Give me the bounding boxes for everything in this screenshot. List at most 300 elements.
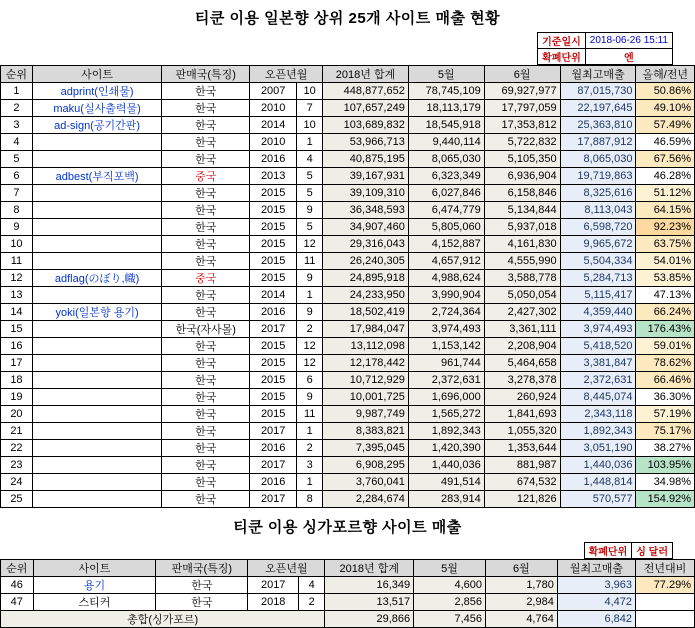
cell-may: 4,600	[414, 577, 486, 594]
cell-total: 10,712,929	[323, 372, 409, 389]
cell-may: 1,440,036	[408, 457, 484, 474]
meta-currency-label-sg: 확폐단위	[584, 543, 632, 559]
cell-site: maku(실사출력물)	[32, 100, 161, 117]
cell-yoy: 64.15%	[636, 202, 695, 219]
cell-may: 961,744	[408, 355, 484, 372]
cell-yoy: 67.56%	[636, 151, 695, 168]
cell-country: 한국	[162, 372, 250, 389]
table-row[interactable]	[1, 100, 695, 117]
cell-may: 1,420,390	[408, 440, 484, 457]
cell-open-month: 9	[297, 304, 323, 321]
cell-total: 39,167,931	[323, 168, 409, 185]
cell-total: 3,760,041	[323, 474, 409, 491]
cell-country: 한국	[162, 491, 250, 508]
cell-country: 중국	[162, 168, 250, 185]
cell-site	[32, 151, 161, 168]
cell-total: 7,395,045	[323, 440, 409, 457]
cell-total: 53,966,713	[323, 134, 409, 151]
cell-total: 8,383,821	[323, 423, 409, 440]
cell-max-month: 5,418,520	[560, 338, 636, 355]
cell-may: 4,988,624	[408, 270, 484, 287]
cell-total: 29,316,043	[323, 236, 409, 253]
cell-yoy: 63.75%	[636, 236, 695, 253]
cell-open-month: 5	[297, 168, 323, 185]
cell-may: 18,545,918	[408, 117, 484, 134]
cell-open-month: 2	[297, 321, 323, 338]
cell-country: 한국	[162, 117, 250, 134]
header-yoy: 올해/전년	[636, 66, 695, 83]
cell-country: 한국	[162, 236, 250, 253]
cell-rank: 17	[1, 355, 33, 372]
cell-open-year: 2013	[250, 168, 297, 185]
cell-country: 한국(자사몰)	[162, 321, 250, 338]
table-row[interactable]	[1, 389, 695, 406]
cell-site	[32, 321, 161, 338]
cell-rank: 23	[1, 457, 33, 474]
cell-total: 13,112,098	[323, 338, 409, 355]
cell-open-year: 2014	[250, 287, 297, 304]
cell-yoy: 46.28%	[636, 168, 695, 185]
cell-open-year: 2015	[250, 338, 297, 355]
cell-country: 한국	[162, 100, 250, 117]
cell-may: 6,323,349	[408, 168, 484, 185]
cell-yoy: 66.46%	[636, 372, 695, 389]
table-row[interactable]	[1, 423, 695, 440]
cell-open-month: 1	[297, 423, 323, 440]
table-row[interactable]	[1, 372, 695, 389]
cell-site	[32, 202, 161, 219]
table-row[interactable]	[1, 491, 695, 508]
cell-max-month: 87,015,730	[560, 83, 636, 100]
cell-open-year: 2015	[250, 185, 297, 202]
cell-country: 한국	[162, 338, 250, 355]
cell-site	[32, 236, 161, 253]
cell-site: 용기	[33, 577, 156, 594]
cell-site	[32, 372, 161, 389]
cell-june: 674,532	[484, 474, 560, 491]
cell-site	[32, 338, 161, 355]
cell-may: 283,914	[408, 491, 484, 508]
summary-label: 총합(싱가포르)	[1, 611, 325, 628]
cell-may: 5,805,060	[408, 219, 484, 236]
cell-rank: 1	[1, 83, 33, 100]
table-row[interactable]	[1, 338, 695, 355]
cell-open-year: 2015	[250, 389, 297, 406]
table-row[interactable]	[1, 117, 695, 134]
cell-open-year: 2017	[248, 577, 299, 594]
cell-may: 1,696,000	[408, 389, 484, 406]
cell-total: 39,109,310	[323, 185, 409, 202]
japan-sales-table	[0, 65, 695, 508]
cell-site	[32, 134, 161, 151]
cell-site	[32, 423, 161, 440]
cell-total: 36,348,593	[323, 202, 409, 219]
table-row[interactable]	[1, 440, 695, 457]
cell-total: 16,349	[325, 577, 414, 594]
cell-open-year: 2015	[250, 406, 297, 423]
cell-country: 한국	[162, 474, 250, 491]
summary-yoy	[635, 611, 694, 628]
cell-june: 69,927,977	[484, 83, 560, 100]
cell-rank: 20	[1, 406, 33, 423]
cell-june: 5,105,350	[484, 151, 560, 168]
cell-yoy: 78.62%	[636, 355, 695, 372]
cell-site: adflag(のぼり,幟)	[32, 270, 161, 287]
table-row[interactable]	[1, 83, 695, 100]
cell-open-month: 11	[297, 253, 323, 270]
cell-june: 881,987	[484, 457, 560, 474]
cell-max-month: 1,892,343	[560, 423, 636, 440]
cell-total: 9,987,749	[323, 406, 409, 423]
table-row[interactable]	[1, 253, 695, 270]
cell-rank: 13	[1, 287, 33, 304]
table-row[interactable]	[1, 304, 695, 321]
cell-june: 6,936,904	[484, 168, 560, 185]
cell-may: 4,152,887	[408, 236, 484, 253]
cell-may: 9,440,114	[408, 134, 484, 151]
cell-yoy: 49.10%	[636, 100, 695, 117]
meta-date-value: 2018-06-26 15:11	[585, 33, 672, 49]
cell-open-year: 2018	[248, 594, 299, 611]
header-max-month-sg: 월최고매출	[557, 560, 635, 577]
cell-open-month: 3	[297, 457, 323, 474]
cell-open-year: 2016	[250, 474, 297, 491]
cell-june: 6,158,846	[484, 185, 560, 202]
cell-june: 17,353,812	[484, 117, 560, 134]
table-header-row-sg	[1, 560, 695, 577]
cell-open-year: 2014	[250, 117, 297, 134]
cell-max-month: 570,577	[560, 491, 636, 508]
cell-max-month: 5,504,334	[560, 253, 636, 270]
summary-may: 7,456	[414, 611, 486, 628]
header-rank-sg: 순위	[1, 560, 34, 577]
header-rank: 순위	[1, 66, 33, 83]
cell-rank: 22	[1, 440, 33, 457]
cell-total: 6,908,295	[323, 457, 409, 474]
cell-rank: 3	[1, 117, 33, 134]
cell-may: 2,372,631	[408, 372, 484, 389]
table-row[interactable]	[1, 270, 695, 287]
meta-currency-label: 확폐단위	[538, 49, 586, 65]
cell-site	[32, 406, 161, 423]
cell-country: 한국	[162, 219, 250, 236]
cell-open-year: 2007	[250, 83, 297, 100]
cell-max-month: 19,719,863	[560, 168, 636, 185]
cell-site: yoki(일본향 용기)	[32, 304, 161, 321]
cell-site	[32, 474, 161, 491]
cell-open-month: 4	[299, 577, 325, 594]
cell-june: 3,588,778	[484, 270, 560, 287]
cell-may: 78,745,109	[408, 83, 484, 100]
header-country-sg: 판매국(특징)	[156, 560, 248, 577]
cell-yoy: 176.43%	[636, 321, 695, 338]
cell-yoy: 34.98%	[636, 474, 695, 491]
table-row[interactable]	[1, 406, 695, 423]
cell-open-year: 2016	[250, 151, 297, 168]
singapore-sales-table	[0, 559, 695, 628]
summary-max: 6,842	[557, 611, 635, 628]
cell-site	[32, 185, 161, 202]
page-title-singapore: 티쿤 이용 싱가포르향 사이트 매출	[233, 519, 462, 536]
cell-max-month: 2,372,631	[560, 372, 636, 389]
meta-currency-value-sg: 싱 달러	[632, 543, 673, 559]
cell-rank: 15	[1, 321, 33, 338]
cell-total: 17,984,047	[323, 321, 409, 338]
cell-rank: 21	[1, 423, 33, 440]
cell-june: 1,780	[485, 577, 557, 594]
cell-open-year: 2015	[250, 372, 297, 389]
cell-yoy: 36.30%	[636, 389, 695, 406]
cell-yoy	[635, 594, 694, 611]
cell-country: 한국	[162, 406, 250, 423]
cell-country: 한국	[162, 457, 250, 474]
cell-max-month: 6,598,720	[560, 219, 636, 236]
cell-max-month: 17,887,912	[560, 134, 636, 151]
cell-max-month: 25,363,810	[560, 117, 636, 134]
cell-june: 5,134,844	[484, 202, 560, 219]
cell-may: 3,990,904	[408, 287, 484, 304]
table-row[interactable]	[1, 355, 695, 372]
cell-total: 2,284,674	[323, 491, 409, 508]
cell-open-year: 2017	[250, 321, 297, 338]
header-june-sg: 6월	[485, 560, 557, 577]
cell-rank: 25	[1, 491, 33, 508]
cell-yoy: 103.95%	[636, 457, 695, 474]
cell-may: 6,474,779	[408, 202, 484, 219]
cell-rank: 7	[1, 185, 33, 202]
table-row[interactable]	[1, 236, 695, 253]
header-may-sg: 5월	[414, 560, 486, 577]
cell-open-month: 12	[297, 355, 323, 372]
header-max-month: 월최고매출	[560, 66, 636, 83]
table-row[interactable]	[1, 219, 695, 236]
cell-site	[32, 355, 161, 372]
cell-june: 5,937,018	[484, 219, 560, 236]
cell-yoy: 54.01%	[636, 253, 695, 270]
cell-total: 448,877,652	[323, 83, 409, 100]
cell-max-month: 3,051,190	[560, 440, 636, 457]
cell-rank: 11	[1, 253, 33, 270]
meta-table-japan	[537, 32, 673, 65]
table-row[interactable]	[1, 202, 695, 219]
cell-max-month: 8,445,074	[560, 389, 636, 406]
cell-june: 4,555,990	[484, 253, 560, 270]
cell-yoy: 46.59%	[636, 134, 695, 151]
cell-site: ad-sign(공기간판)	[32, 117, 161, 134]
cell-open-month: 12	[297, 338, 323, 355]
header-total-sg: 2018년 합계	[325, 560, 414, 577]
cell-max-month: 3,381,847	[560, 355, 636, 372]
cell-open-year: 2015	[250, 355, 297, 372]
header-yoy-sg: 전년대비	[635, 560, 694, 577]
cell-total: 10,001,725	[323, 389, 409, 406]
cell-site: 스티커	[33, 594, 156, 611]
cell-yoy: 75.17%	[636, 423, 695, 440]
cell-june: 2,984	[485, 594, 557, 611]
cell-yoy: 57.49%	[636, 117, 695, 134]
header-site: 사이트	[32, 66, 161, 83]
cell-june: 17,797,059	[484, 100, 560, 117]
cell-country: 한국	[162, 304, 250, 321]
cell-total: 12,178,442	[323, 355, 409, 372]
cell-country: 한국	[156, 594, 248, 611]
table-row[interactable]	[1, 134, 695, 151]
cell-yoy: 51.12%	[636, 185, 695, 202]
cell-yoy: 50.86%	[636, 83, 695, 100]
cell-country: 한국	[156, 577, 248, 594]
cell-june: 2,208,904	[484, 338, 560, 355]
cell-open-year: 2015	[250, 202, 297, 219]
cell-may: 1,153,142	[408, 338, 484, 355]
cell-max-month: 8,065,030	[560, 151, 636, 168]
cell-max-month: 9,965,672	[560, 236, 636, 253]
cell-total: 40,875,195	[323, 151, 409, 168]
cell-total: 18,502,419	[323, 304, 409, 321]
page-title-japan: 티쿤 이용 일본향 상위 25개 사이트 매출 현황	[194, 10, 501, 27]
cell-site	[32, 440, 161, 457]
cell-country: 한국	[162, 389, 250, 406]
summary-row	[1, 611, 695, 628]
cell-open-month: 1	[297, 287, 323, 304]
cell-may: 4,657,912	[408, 253, 484, 270]
cell-max-month: 5,284,713	[560, 270, 636, 287]
cell-max-month: 4,472	[557, 594, 635, 611]
cell-open-year: 2015	[250, 219, 297, 236]
cell-yoy: 66.24%	[636, 304, 695, 321]
cell-rank: 4	[1, 134, 33, 151]
cell-rank: 9	[1, 219, 33, 236]
cell-site: adprint(인쇄물)	[32, 83, 161, 100]
cell-rank: 6	[1, 168, 33, 185]
cell-june: 2,427,302	[484, 304, 560, 321]
cell-max-month: 22,197,645	[560, 100, 636, 117]
header-total: 2018년 합계	[323, 66, 409, 83]
cell-open-month: 10	[297, 83, 323, 100]
cell-open-year: 2016	[250, 304, 297, 321]
cell-rank: 19	[1, 389, 33, 406]
table-row[interactable]	[1, 287, 695, 304]
table-row[interactable]	[1, 457, 695, 474]
cell-may: 8,065,030	[408, 151, 484, 168]
meta-date-label: 기준일시	[538, 33, 586, 49]
table-row[interactable]	[1, 185, 695, 202]
cell-rank: 14	[1, 304, 33, 321]
cell-country: 한국	[162, 253, 250, 270]
header-may: 5월	[408, 66, 484, 83]
cell-open-month: 6	[297, 372, 323, 389]
table-row[interactable]	[1, 594, 695, 611]
cell-site	[32, 253, 161, 270]
cell-may: 1,892,343	[408, 423, 484, 440]
cell-country: 한국	[162, 202, 250, 219]
cell-open-year: 2010	[250, 134, 297, 151]
cell-max-month: 3,963	[557, 577, 635, 594]
cell-open-year: 2017	[250, 423, 297, 440]
cell-open-year: 2015	[250, 253, 297, 270]
cell-may: 6,027,846	[408, 185, 484, 202]
cell-max-month: 1,440,036	[560, 457, 636, 474]
cell-yoy: 57.19%	[636, 406, 695, 423]
cell-open-month: 9	[297, 389, 323, 406]
cell-open-month: 5	[297, 185, 323, 202]
cell-country: 한국	[162, 440, 250, 457]
cell-max-month: 8,113,043	[560, 202, 636, 219]
cell-country: 중국	[162, 270, 250, 287]
cell-yoy: 77.29%	[635, 577, 694, 594]
cell-june: 260,924	[484, 389, 560, 406]
cell-june: 1,841,693	[484, 406, 560, 423]
cell-open-month: 9	[297, 202, 323, 219]
cell-open-month: 8	[297, 491, 323, 508]
cell-open-month: 2	[299, 594, 325, 611]
cell-max-month: 5,115,417	[560, 287, 636, 304]
cell-june: 5,722,832	[484, 134, 560, 151]
cell-open-month: 5	[297, 219, 323, 236]
cell-country: 한국	[162, 134, 250, 151]
cell-may: 3,974,493	[408, 321, 484, 338]
cell-open-month: 11	[297, 406, 323, 423]
cell-open-month: 2	[297, 440, 323, 457]
table-row[interactable]	[1, 474, 695, 491]
cell-max-month: 2,343,118	[560, 406, 636, 423]
cell-may: 491,514	[408, 474, 484, 491]
cell-june: 3,278,378	[484, 372, 560, 389]
cell-rank: 2	[1, 100, 33, 117]
cell-open-year: 2010	[250, 100, 297, 117]
cell-may: 2,724,364	[408, 304, 484, 321]
cell-june: 1,353,644	[484, 440, 560, 457]
cell-yoy: 92.23%	[636, 219, 695, 236]
cell-june: 1,055,320	[484, 423, 560, 440]
cell-country: 한국	[162, 355, 250, 372]
cell-max-month: 4,359,440	[560, 304, 636, 321]
header-june: 6월	[484, 66, 560, 83]
table-row[interactable]	[1, 321, 695, 338]
cell-total: 24,895,918	[323, 270, 409, 287]
cell-open-year: 2015	[250, 270, 297, 287]
cell-site	[32, 219, 161, 236]
summary-total: 29,866	[325, 611, 414, 628]
cell-open-month: 1	[297, 474, 323, 491]
cell-site	[32, 389, 161, 406]
cell-total: 34,907,460	[323, 219, 409, 236]
cell-open-year: 2017	[250, 491, 297, 508]
summary-june: 4,764	[485, 611, 557, 628]
header-open-date-sg: 오픈년월	[248, 560, 325, 577]
cell-open-month: 4	[297, 151, 323, 168]
cell-rank: 24	[1, 474, 33, 491]
table-row[interactable]	[1, 168, 695, 185]
cell-may: 18,113,179	[408, 100, 484, 117]
cell-site	[32, 457, 161, 474]
meta-table-singapore	[584, 542, 673, 559]
cell-open-month: 10	[297, 117, 323, 134]
table-row[interactable]	[1, 577, 695, 594]
cell-rank: 46	[1, 577, 34, 594]
cell-site	[32, 491, 161, 508]
meta-block-singapore	[0, 542, 695, 559]
cell-june: 5,464,658	[484, 355, 560, 372]
header-open-date: 오픈년월	[250, 66, 323, 83]
cell-open-year: 2017	[250, 457, 297, 474]
cell-site: adbest(부직포백)	[32, 168, 161, 185]
table-row[interactable]	[1, 151, 695, 168]
meta-block-japan	[0, 32, 695, 65]
cell-rank: 5	[1, 151, 33, 168]
cell-country: 한국	[162, 287, 250, 304]
cell-rank: 47	[1, 594, 34, 611]
cell-total: 103,689,832	[323, 117, 409, 134]
